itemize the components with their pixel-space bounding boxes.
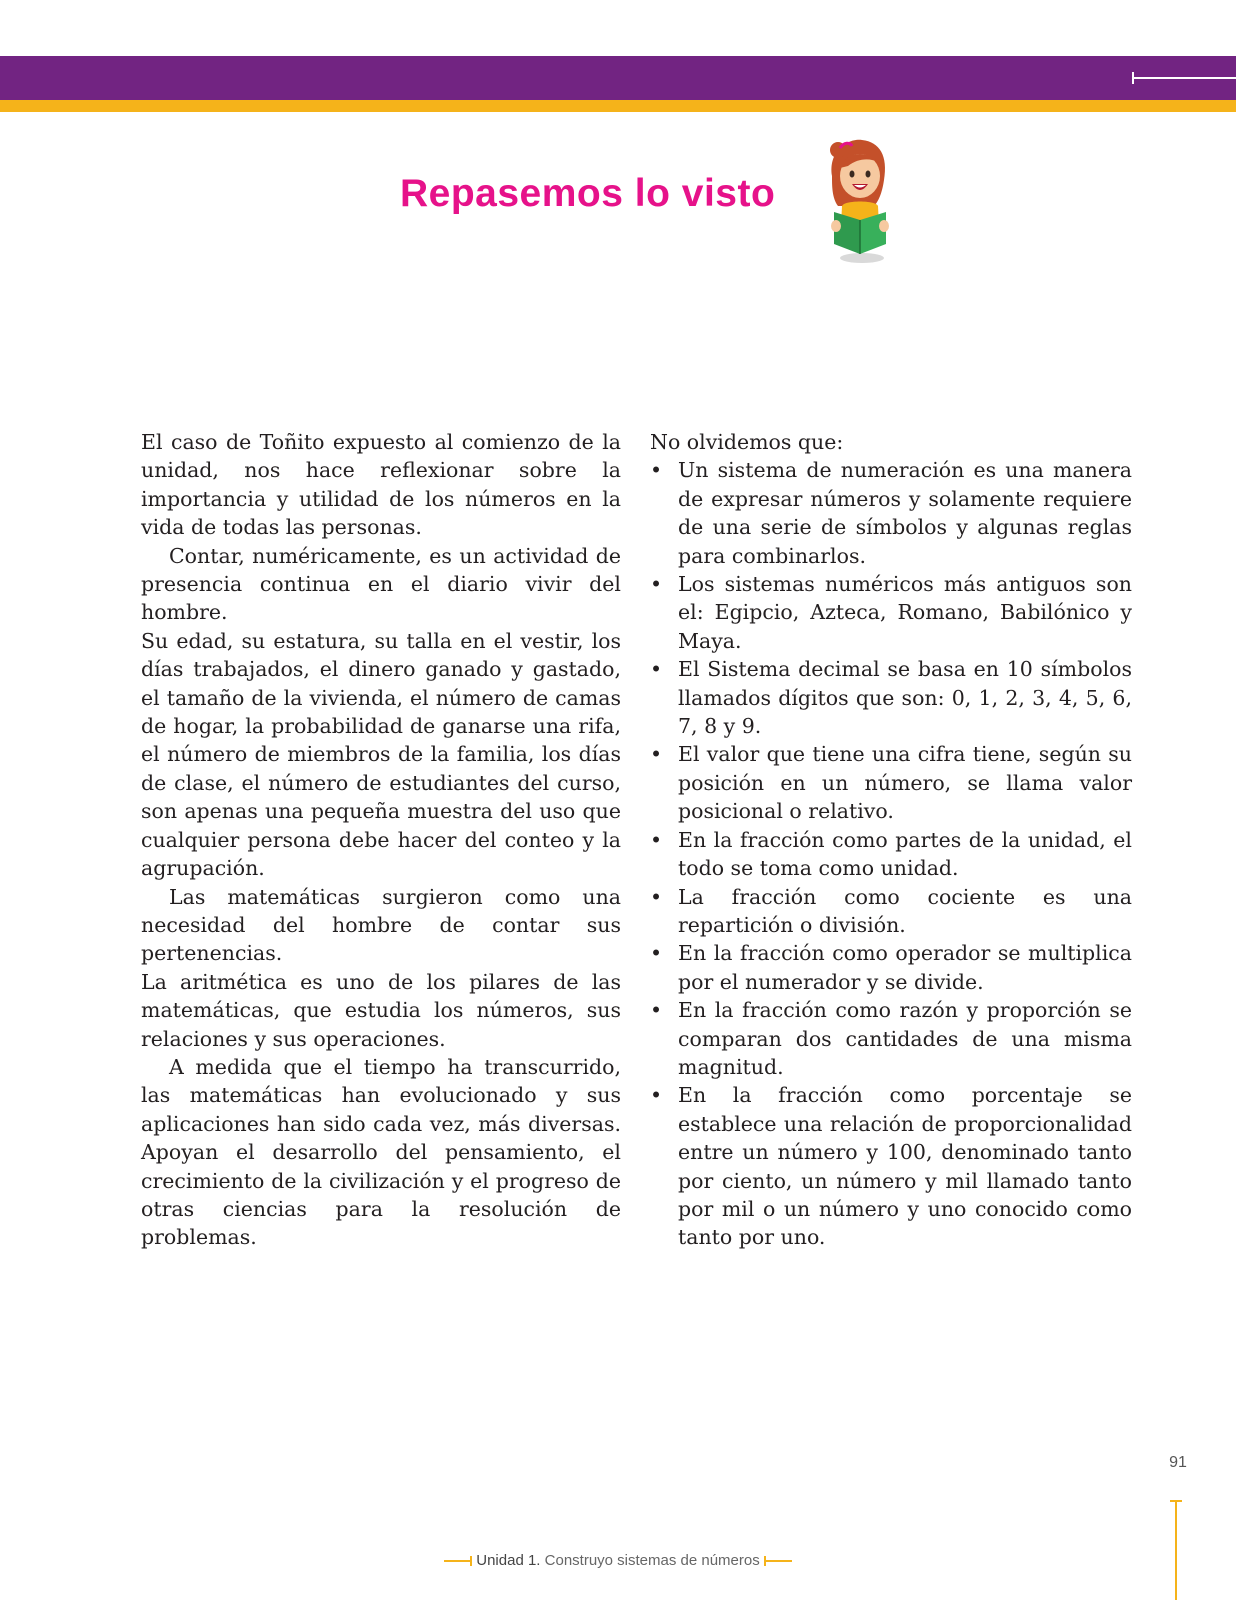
paragraph: La aritmética es uno de los pilares de las matemáticas, que estudia los números, sus relaciones y sus operaciones. (141, 969, 621, 1051)
paragraph: A medida que el tiempo ha transcurrido, las matemáticas han evolucionado y sus aplicaciones han sido cada vez, más diversas. Apoyan el desarrollo del pensamiento, el crecimiento de la civilización y el progreso de otras ciencias para la resolución de problemas. (141, 1054, 621, 1250)
footer-unit-label: Unidad 1. (476, 1552, 541, 1569)
right-column (650, 428, 1132, 1252)
summary-list (650, 456, 1132, 1251)
footer (0, 1552, 1236, 1569)
list-item: • Un sistema de numeración es una manera de expresar números y solamente requiere de una serie de símbolos y algunas reglas para combinarlos. (650, 456, 1132, 570)
girl-reading-book-icon (818, 136, 896, 266)
summary-lead: No olvidemos que: (650, 430, 844, 454)
paragraph: Su edad, su estatura, su talla en el vestir, los días trabajados, el dinero ganado y gastado, el tamaño de la vivienda, el número de camas de hogar, la probabilidad de ganarse una rifa, el número de miembros de la familia, los días de clase, el número de estudiantes del curso, son apenas una pequeña muestra del uso que cualquier persona debe hacer del conteo y la agrupación. (141, 628, 621, 881)
footer-left-rule (444, 1560, 472, 1562)
paragraph: Contar, numéricamente, es un actividad de presencia continua en el diario vivir del hombre. (141, 543, 621, 625)
left-column (141, 428, 621, 1252)
header-marker-cap (1132, 72, 1134, 84)
list-item: • En la fracción como razón y proporción se comparan dos cantidades de una misma magnitud. (650, 996, 1132, 1081)
list-item: • En la fracción como partes de la unidad, el todo se toma como unidad. (650, 826, 1132, 883)
side-marker-line (1175, 1500, 1177, 1600)
list-item: • El valor que tiene una cifra tiene, según su posición en un número, se llama valor posicional o relativo. (650, 740, 1132, 825)
page-title: Repasemos lo visto (400, 172, 776, 215)
page-number: 91 (1169, 1454, 1187, 1471)
list-item: • Los sistemas numéricos más antiguos son el: Egipcio, Azteca, Romano, Babilónico y Maya. (650, 570, 1132, 655)
header-marker-line (1132, 77, 1236, 79)
list-item: • El Sistema decimal se basa en 10 símbolos llamados dígitos que son: 0, 1, 2, 3, 4, 5, 6, 7, 8 y 9. (650, 655, 1132, 740)
header-stripe (0, 100, 1236, 112)
header-band (0, 56, 1236, 100)
footer-right-rule (764, 1560, 792, 1562)
paragraph: El caso de Toñito expuesto al comienzo de la unidad, nos hace reflexionar sobre la importancia y utilidad de los números en la vida de todas las personas. (141, 430, 621, 540)
paragraph: Las matemáticas surgieron como una necesidad del hombre de contar sus pertenencias. (141, 884, 621, 966)
list-item: • En la fracción como operador se multiplica por el numerador y se divide. (650, 939, 1132, 996)
list-item: • La fracción como cociente es una repartición o división. (650, 883, 1132, 940)
footer-unit-title: Construyo sistemas de números (544, 1552, 760, 1569)
list-item: • En la fracción como porcentaje se establece una relación de proporcionalidad entre un número y 100, denominado tanto por ciento, un número y mil llamado tanto por mil o un número y uno conocido como tanto por uno. (650, 1081, 1132, 1251)
